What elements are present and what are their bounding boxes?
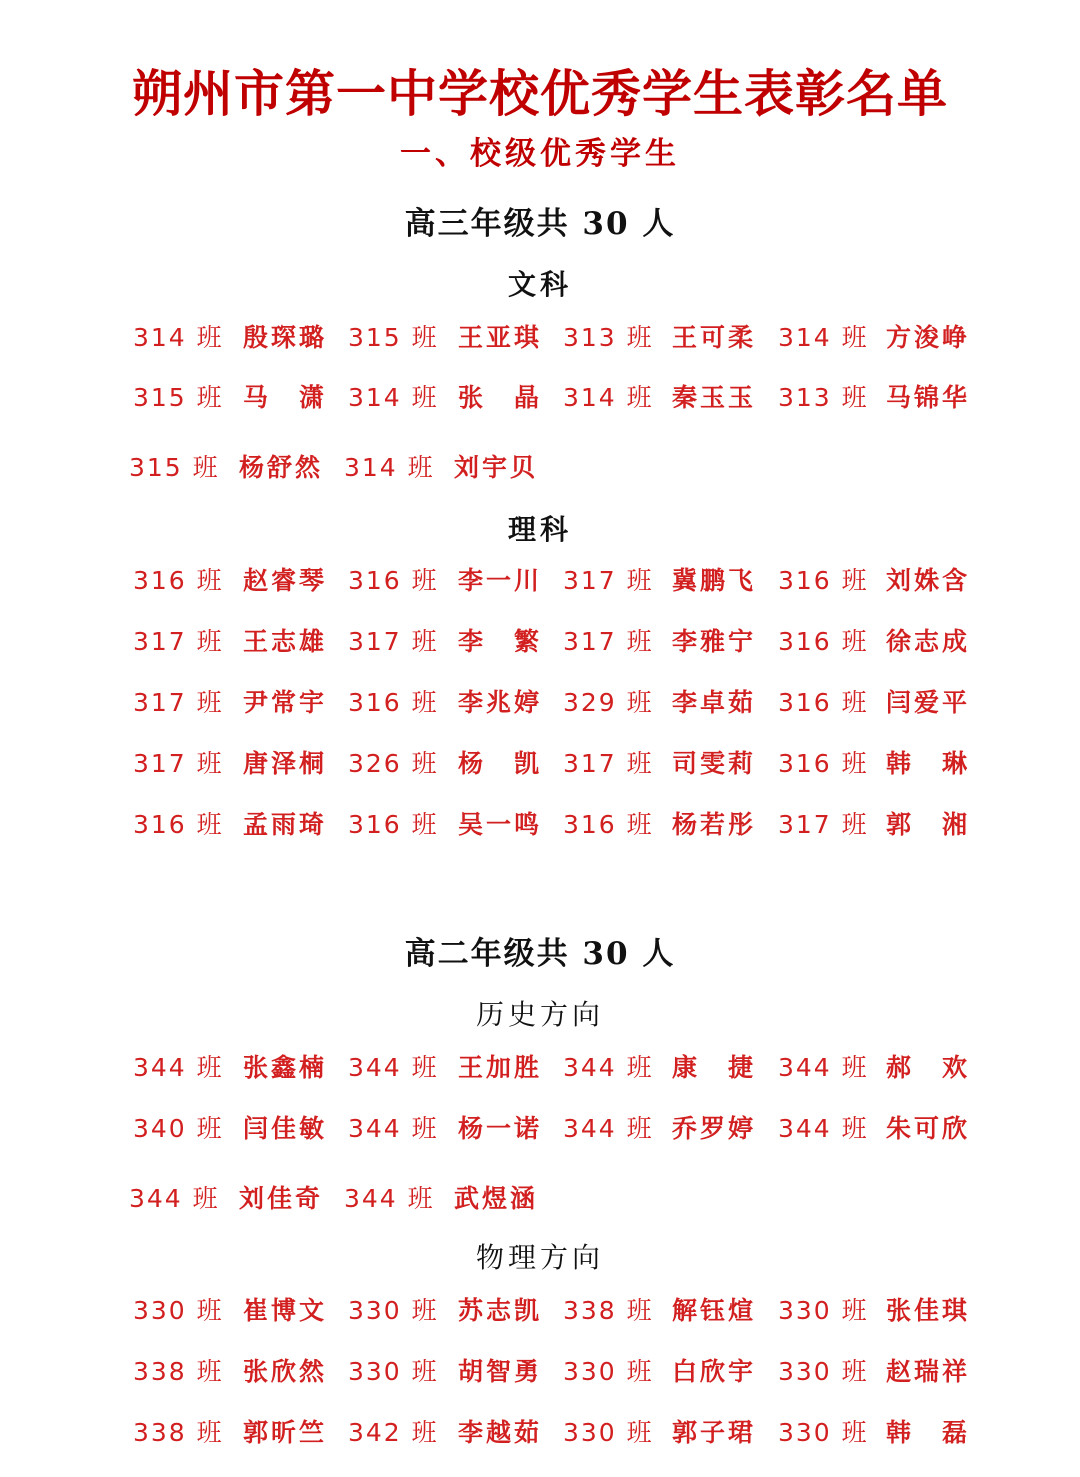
student-name: 张鑫楠: [243, 1053, 328, 1082]
class-number: 317 班: [133, 688, 224, 717]
class-number: 314 班: [133, 323, 224, 352]
student-name: 马锦华: [886, 383, 971, 412]
student-name: 李越茹: [458, 1418, 543, 1447]
student-name: 郭子珺: [672, 1418, 757, 1447]
track-heading-history: 历史方向: [475, 998, 604, 1031]
list-row: [0, 1413, 1080, 1453]
student-name: 秦玉玉: [672, 383, 757, 412]
list-row: [0, 683, 1080, 723]
student-name: 吴一鸣: [458, 810, 543, 839]
track-heading-science: 理科: [507, 513, 572, 546]
student-name: 冀鹏飞: [672, 566, 757, 595]
student-name: 赵睿琴: [243, 566, 328, 595]
list-row: [0, 1048, 1080, 1088]
list-row: [0, 1291, 1080, 1331]
class-number: 330 班: [778, 1357, 869, 1386]
student-name: 闫爱平: [886, 688, 971, 717]
class-number: 317 班: [778, 810, 869, 839]
student-name: 武煜涵: [454, 1184, 539, 1213]
class-number: 330 班: [563, 1418, 654, 1447]
student-name: 赵瑞祥: [886, 1357, 971, 1386]
class-number: 338 班: [133, 1418, 224, 1447]
page-title: 朔州市第一中学校优秀学生表彰名单: [132, 64, 948, 123]
list-row: [0, 1179, 1080, 1219]
student-name: 方浚峥: [886, 323, 971, 352]
class-number: 316 班: [348, 688, 439, 717]
student-name: 韩 磊: [886, 1418, 971, 1447]
class-number: 330 班: [778, 1296, 869, 1325]
student-name: 刘佳奇: [239, 1184, 324, 1213]
student-name: 郭昕竺: [243, 1418, 328, 1447]
class-number: 313 班: [563, 323, 654, 352]
class-number: 344 班: [133, 1053, 224, 1082]
student-name: 王可柔: [672, 323, 757, 352]
student-name: 解钰煊: [672, 1296, 757, 1325]
student-name: 王亚琪: [458, 323, 543, 352]
class-number: 317 班: [563, 749, 654, 778]
student-name: 张佳琪: [886, 1296, 971, 1325]
class-number: 338 班: [563, 1296, 654, 1325]
list-row: [0, 448, 1080, 488]
class-number: 342 班: [348, 1418, 439, 1447]
student-name: 杨 凯: [458, 749, 543, 778]
student-name: 司雯莉: [672, 749, 757, 778]
student-name: 胡智勇: [458, 1357, 543, 1386]
list-row: [0, 561, 1080, 601]
list-row: [0, 805, 1080, 845]
class-number: 344 班: [129, 1184, 220, 1213]
student-name: 刘宇贝: [454, 453, 539, 482]
student-name: 郝 欢: [886, 1053, 971, 1082]
class-number: 344 班: [563, 1053, 654, 1082]
class-number: 316 班: [563, 810, 654, 839]
list-row: [0, 1352, 1080, 1392]
class-number: 344 班: [344, 1184, 435, 1213]
grade-heading-senior3: 高三年级共 30 人: [404, 206, 676, 242]
class-number: 330 班: [133, 1296, 224, 1325]
student-name: 徐志成: [886, 627, 971, 656]
class-number: 317 班: [563, 566, 654, 595]
class-number: 317 班: [563, 627, 654, 656]
class-number: 316 班: [133, 566, 224, 595]
student-name: 李一川: [458, 566, 543, 595]
grade-heading-senior2: 高二年级共 30 人: [404, 936, 676, 972]
class-number: 344 班: [348, 1053, 439, 1082]
class-number: 330 班: [778, 1418, 869, 1447]
class-number: 317 班: [133, 627, 224, 656]
student-name: 李卓茹: [672, 688, 757, 717]
class-number: 313 班: [778, 383, 869, 412]
class-number: 330 班: [348, 1296, 439, 1325]
student-name: 张 晶: [458, 383, 543, 412]
class-number: 316 班: [348, 810, 439, 839]
student-name: 李兆婷: [458, 688, 543, 717]
track-heading-liberal-arts: 文科: [507, 268, 572, 301]
class-number: 316 班: [778, 688, 869, 717]
class-number: 338 班: [133, 1357, 224, 1386]
student-name: 马 潇: [243, 383, 328, 412]
class-number: 340 班: [133, 1114, 224, 1143]
student-name: 康 捷: [672, 1053, 757, 1082]
class-number: 330 班: [563, 1357, 654, 1386]
list-row: [0, 744, 1080, 784]
student-name: 殷琛璐: [243, 323, 328, 352]
list-row: [0, 1109, 1080, 1149]
class-number: 344 班: [348, 1114, 439, 1143]
class-number: 314 班: [344, 453, 435, 482]
class-number: 316 班: [778, 749, 869, 778]
list-row: [0, 318, 1080, 358]
student-name: 杨一诺: [458, 1114, 543, 1143]
student-name: 王加胜: [458, 1053, 543, 1082]
student-name: 郭 湘: [886, 810, 971, 839]
class-number: 315 班: [348, 323, 439, 352]
track-heading-physics: 物理方向: [475, 1241, 604, 1274]
student-name: 尹常宇: [243, 688, 328, 717]
class-number: 344 班: [778, 1114, 869, 1143]
class-number: 314 班: [563, 383, 654, 412]
student-name: 李 繁: [458, 627, 543, 656]
class-number: 344 班: [563, 1114, 654, 1143]
student-name: 乔罗婷: [672, 1114, 757, 1143]
class-number: 317 班: [133, 749, 224, 778]
class-number: 330 班: [348, 1357, 439, 1386]
class-number: 315 班: [133, 383, 224, 412]
class-number: 315 班: [129, 453, 220, 482]
student-name: 崔博文: [243, 1296, 328, 1325]
student-name: 苏志凯: [458, 1296, 543, 1325]
student-name: 韩 琳: [886, 749, 971, 778]
list-row: [0, 622, 1080, 662]
student-name: 朱可欣: [886, 1114, 971, 1143]
class-number: 329 班: [563, 688, 654, 717]
class-number: 326 班: [348, 749, 439, 778]
student-name: 孟雨琦: [243, 810, 328, 839]
class-number: 314 班: [348, 383, 439, 412]
class-number: 314 班: [778, 323, 869, 352]
student-name: 闫佳敏: [243, 1114, 328, 1143]
student-name: 白欣宇: [672, 1357, 757, 1386]
list-row: [0, 378, 1080, 418]
student-name: 杨舒然: [239, 453, 324, 482]
student-name: 刘姝含: [886, 566, 971, 595]
class-number: 316 班: [348, 566, 439, 595]
class-number: 344 班: [778, 1053, 869, 1082]
class-number: 317 班: [348, 627, 439, 656]
student-name: 王志雄: [243, 627, 328, 656]
student-name: 李雅宁: [672, 627, 757, 656]
student-name: 杨若彤: [672, 810, 757, 839]
section-heading: 一、校级优秀学生: [400, 136, 680, 172]
class-number: 316 班: [778, 627, 869, 656]
student-name: 张欣然: [243, 1357, 328, 1386]
class-number: 316 班: [133, 810, 224, 839]
student-name: 唐泽桐: [243, 749, 328, 778]
class-number: 316 班: [778, 566, 869, 595]
